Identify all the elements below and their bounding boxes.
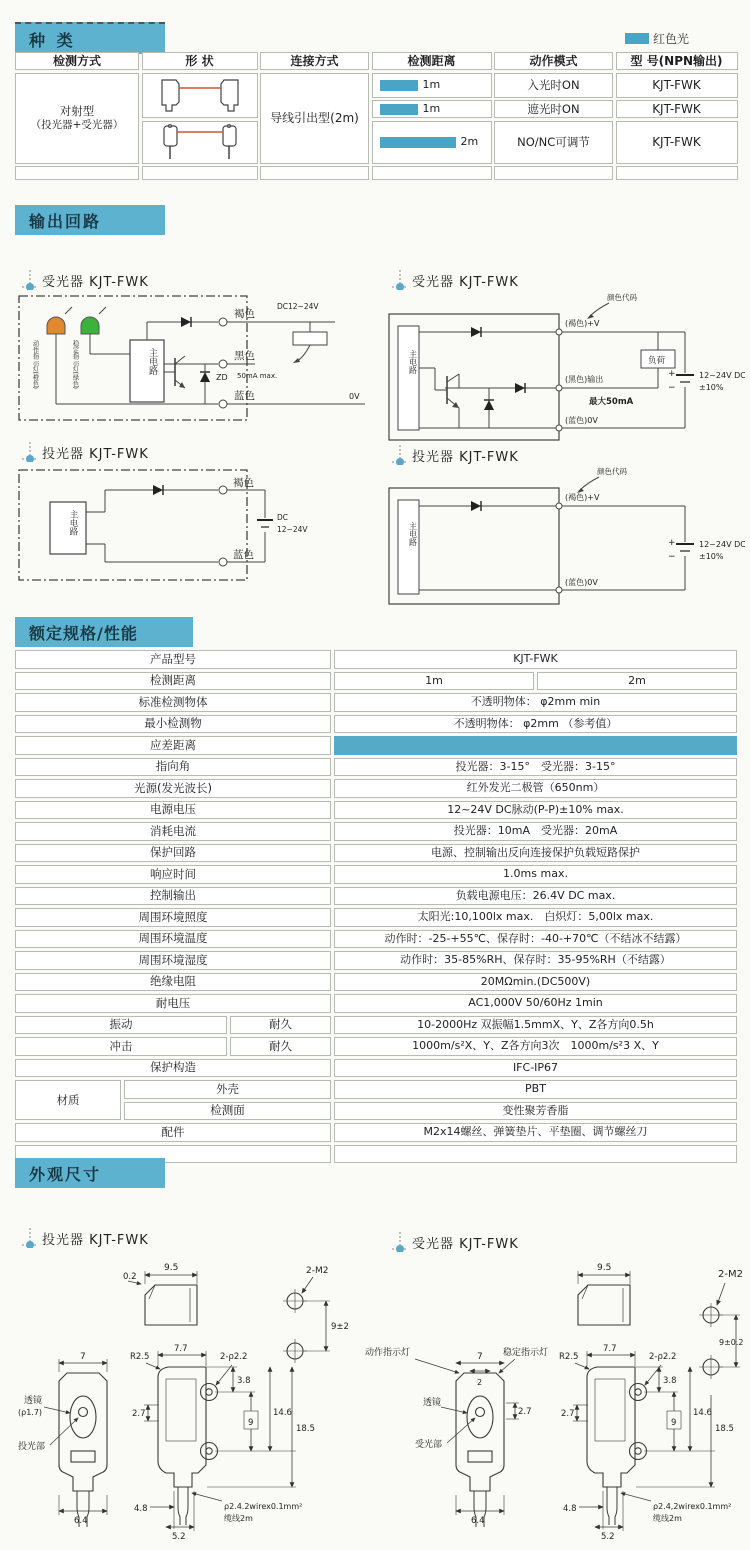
spec-row-material-face [124,1102,737,1121]
spec-value: 动作时：-25-+55℃、保存时：-40-+70℃（不结冰不结露） [334,930,737,949]
spec-label: 周围环境照度 [15,908,331,927]
spec-sublabel: 耐久 [230,1016,331,1035]
spec-label: 产品型号 [15,650,331,669]
action-indicator-label: 动作指示灯 [365,1348,411,1358]
circuit-diagram-emitter-connection [385,462,745,612]
led-orange-icon [47,317,65,334]
minus-sign: − [668,552,676,562]
spec-label: 冲击 [15,1037,227,1056]
types-empty-cell [372,166,492,180]
distance-bar [380,80,418,91]
dim-2-rho2-2: 2-ρ2.2 [220,1352,248,1362]
spec-row-direction-angle [15,758,737,777]
dim-2: 2 [477,1378,483,1387]
types-empty-cell [15,166,139,180]
circuit-title-label: 投光器 KJT-FWK [42,447,149,462]
spec-value: 1000m/s²X、Y、Z各方向3次 1000m/s²3 X、Y [334,1037,737,1056]
lens-label: 透镜 [423,1398,442,1408]
dim-4-8: 4.8 [134,1504,148,1514]
spec-row-light-source [15,779,737,798]
spec-value: 红外发光二极管（650nm） [334,779,737,798]
types-header-shape: 形 状 [142,52,258,70]
brown-plus-v-label: (褐色)+V [565,493,600,502]
spec-sublabel: 外壳 [124,1080,331,1099]
spec-value: 不透明物体： φ2mm （参考值） [334,715,737,734]
spec-value-highlight [334,736,737,755]
dim-9-5: 9.5 [597,1263,612,1273]
plus-sign: + [668,369,676,379]
circuit-diagram-emitter-internal [15,462,375,587]
spec-label: 最小检测物 [15,715,331,734]
types-header-mode: 动作模式 [494,52,613,70]
dim-2-rho2-2: 2-ρ2.2 [649,1352,677,1362]
section-title-types [15,22,165,54]
dim-2-7: 2.7 [132,1409,146,1419]
spec-value: 20MΩmin.(DC500V) [334,973,737,992]
dim-7: 7 [80,1352,86,1362]
spec-row-supply-voltage [15,801,737,820]
dim-14-6: 14.6 [693,1408,712,1418]
tolerance-label: ±10% [699,383,724,392]
stable-indicator-label: 稳定指示灯 [503,1348,549,1358]
spec-label-material: 材质 [15,1080,121,1120]
circuit-title-receiver-right [392,270,519,290]
spec-row-protection-circuit [15,844,737,863]
distance-label: 2m [460,135,479,149]
dimension-title-label: 投光器 KJT-FWK [42,1233,149,1248]
spec-label: 标准检测物体 [15,693,331,712]
distance-bar [380,137,456,148]
cable-spec-label: ρ2.4,2wirex0.1mm² [653,1502,732,1511]
spec-row-standard-object [15,693,737,712]
spec-value: 投光器：3-15° 受光器：3-15° [334,758,737,777]
receiver-part-label: 受光部 [415,1440,443,1450]
dim-9pm02: 9±0.2 [719,1338,744,1347]
legend-swatch-icon [625,33,649,44]
spec-sublabel: 检测面 [124,1102,331,1121]
dimension-title-label: 受光器 KJT-FWK [412,1237,519,1252]
dim-9: 9 [248,1418,254,1428]
circuit-receiver-internal [15,292,375,431]
dim-2-m2: 2-M2 [718,1269,743,1280]
section-marker-icon [392,270,408,290]
types-cell-model-1: KJT-FWK [616,73,738,98]
sensor-pair-cable-icon [148,122,252,162]
dim-5-2: 5.2 [172,1532,186,1542]
color-code-label: 颜色代码 [607,293,637,302]
section-title-types-label: 种 类 [29,30,76,50]
tolerance-label: ±10% [699,552,724,561]
circuit-diagram-receiver-internal [15,292,375,427]
blue-0v-label: (蓝色)0V [565,578,598,587]
distance-label: 1m [422,102,441,116]
spec-row-response-time [15,865,737,884]
dim-7: 7 [477,1352,483,1362]
types-cell-distance-2 [372,100,492,118]
spec-value: 太阳光:10,100lx max. 白炽灯：5,00lx max. [334,908,737,927]
spec-value-2m: 2m [537,672,737,691]
types-cell-model-3: KJT-FWK [616,121,738,164]
wire-blue-label: 蓝色 [233,549,254,561]
spec-label: 指向角 [15,758,331,777]
dimension-title-emitter [22,1228,149,1248]
spec-label: 响应时间 [15,865,331,884]
spec-value: AC1,000V 50/60Hz 1min [334,994,737,1013]
dc-supply-label: DC12~24V [277,302,319,311]
types-cell-shape-b [142,121,258,164]
section-title-specs-label: 额定规格/性能 [29,623,138,643]
spec-value: KJT-FWK [334,650,737,669]
dim-9: 9 [671,1418,677,1428]
brown-plus-v-label: (褐色)+V [565,319,600,328]
spec-label: 控制输出 [15,887,331,906]
legend-red-light [625,30,689,47]
dim-r2-5: R2.5 [130,1352,150,1362]
types-cell-distance-1 [372,73,492,98]
circuit-receiver-connection [385,288,745,452]
circuit-title-receiver-left [22,270,149,290]
dim-6-4: 6.4 [471,1516,485,1526]
detect-method-line1: 对射型 [59,104,95,119]
spec-label: 保护构造 [15,1059,331,1078]
types-empty-cell [260,166,369,180]
spec-row-hysteresis [15,736,737,755]
spec-label: 绝缘电阻 [15,973,331,992]
types-cell-mode-1: 入光时ON [494,73,613,98]
wire-brown-label: 褐色 [233,477,254,489]
dc-label: DC [277,513,289,522]
types-empty-cell [616,166,738,180]
spec-row-min-object [15,715,737,734]
dim-18-5: 18.5 [715,1424,734,1434]
types-header-method: 检测方式 [15,52,139,70]
supply-label: 12~24V DC [699,371,745,380]
circuit-title-emitter-left [22,442,149,462]
receiver-outline-drawing [363,1255,748,1550]
dim-9-5: 9.5 [164,1263,179,1273]
main-circuit-label: 主电路 [68,510,78,536]
types-cell-connection: 导线引出型(2m) [260,73,369,164]
detect-method-line2: （投光器+受光器） [30,118,124,131]
section-title-dimensions-label: 外观尺寸 [29,1164,102,1184]
spec-row-ambient-humidity [15,951,737,970]
spec-row-control-output [15,887,737,906]
minus-sign: − [668,383,676,393]
supply2-label: 12~24V [277,525,308,534]
spec-value: 12~24V DC脉动(P-P)±10% max. [334,801,737,820]
color-code-label: 颜色代码 [597,467,627,476]
legend-label: 红色光 [653,32,690,46]
spec-label: 光源(发光波长) [15,779,331,798]
spec-row-accessories [15,1123,737,1142]
zd-label: ZD [216,373,228,382]
types-cell-mode-2: 遮光时ON [494,100,613,118]
spec-value: 负载电源电压：26.4V DC max. [334,887,737,906]
types-header-model: 型 号(NPN输出) [616,52,738,70]
section-marker-icon [22,1228,38,1248]
wire-blue-label: 蓝色 [234,390,255,402]
current-max-label: 50mA max. [237,372,278,380]
section-marker-icon [392,1232,408,1252]
spec-value [334,1145,737,1164]
spec-value-1m: 1m [334,672,534,691]
section-title-specs [15,617,193,647]
spec-row-withstand-voltage [15,994,737,1013]
section-marker-icon [22,442,38,462]
spec-label: 消耗电流 [15,822,331,841]
dim-3-8: 3.8 [663,1376,677,1386]
spec-row-material-case [124,1080,737,1099]
main-circuit-label: 主电路 [408,350,418,374]
spec-value: 变性聚芳香脂 [334,1102,737,1121]
max-50ma-label: 最大50mA [589,397,634,407]
spec-label: 保护回路 [15,844,331,863]
circuit-diagram-receiver-connection [385,288,745,448]
spec-value: PBT [334,1080,737,1099]
section-marker-icon [22,270,38,290]
spec-value: 投光器：10mA 受光器：20mA [334,822,737,841]
lens-label: 透镜 [24,1396,43,1406]
plus-sign: + [668,538,676,548]
spec-row-ambient-temp [15,930,737,949]
load-label: 负荷 [648,356,666,366]
dim-18-5: 18.5 [296,1424,315,1434]
spec-row-protection-structure [15,1059,737,1078]
spec-row-shock [15,1037,737,1056]
sensor-pair-icon [148,75,252,115]
wire-black-label: 黑色 [234,350,255,362]
dim-2-m2: 2-M2 [306,1266,329,1276]
types-cell-distance-3 [372,121,492,164]
spec-row-model [15,650,737,669]
types-empty-cell [494,166,613,180]
section-title-dimensions [15,1158,165,1188]
zero-volt-label: 0V [349,392,360,401]
led-stable-label: 稳定指示灯(绿色) [71,340,79,390]
circuit-title-label: 受光器 KJT-FWK [412,275,519,290]
dim-5-2: 5.2 [601,1532,615,1542]
dim-r2-5: R2.5 [559,1352,579,1362]
cable-spec-label: ρ2.4.2wirex0.1mm² [224,1502,303,1511]
spec-row-distance [15,672,737,691]
spec-value: M2x14螺丝、弹簧垫片、平垫圈、调节螺丝刀 [334,1123,737,1142]
spec-row-current-consumption [15,822,737,841]
led-green-icon [81,317,99,334]
section-title-output-label: 输出回路 [29,211,102,231]
spec-label: 检测距离 [15,672,331,691]
types-header-connection: 连接方式 [260,52,369,70]
types-cell-mode-3: NO/NC可调节 [494,121,613,164]
spec-row-vibration [15,1016,737,1035]
section-title-output-circuit [15,205,165,235]
blue-0v-label: (蓝色)0V [565,416,598,425]
spec-label: 振动 [15,1016,227,1035]
spec-value: 动作时：35-85%RH、保存时：35-95%RH（不结露） [334,951,737,970]
distance-bar [380,104,418,115]
supply-label: 12~24V DC [699,540,745,549]
emitter-part-label: 投光部 [18,1442,46,1452]
types-cell-method [15,73,139,164]
types-cell-shape-a [142,73,258,119]
dimension-title-receiver [392,1232,519,1252]
dim-9pm2: 9±2 [331,1322,349,1332]
spec-label: 周围环境湿度 [15,951,331,970]
spec-label: 周围环境温度 [15,930,331,949]
specs-table [15,650,737,1163]
dim-0-2: 0.2 [123,1272,137,1282]
led-action-label: 动作指示灯(橙色) [31,340,39,390]
dim-4-8: 4.8 [563,1504,577,1514]
dimension-drawing-emitter [8,1255,363,1550]
types-cell-model-2: KJT-FWK [616,100,738,118]
lens-diameter-label: (ρ1.7) [18,1408,43,1417]
types-empty-cell [142,166,258,180]
spec-value: 1.0ms max. [334,865,737,884]
types-header-distance: 检测距离 [372,52,492,70]
wire-brown-label: 褐色 [234,308,255,320]
types-table [15,52,737,180]
circuit-emitter-internal [15,462,375,591]
dim-14-6: 14.6 [273,1408,292,1418]
load-resistor [293,332,327,345]
spec-value: 不透明物体： φ2mm min [334,693,737,712]
spec-row-insulation [15,973,737,992]
spec-sublabel: 耐久 [230,1037,331,1056]
spec-label: 配件 [15,1123,331,1142]
dim-7-7: 7.7 [174,1344,188,1354]
dimension-drawing-receiver [363,1255,748,1550]
spec-row-material-group [15,1080,737,1120]
spec-label: 电源电压 [15,801,331,820]
dim-2-7-side: 2.7 [561,1409,575,1419]
circuit-emitter-connection [385,462,745,616]
circuit-title-label: 受光器 KJT-FWK [42,275,149,290]
emitter-outline-drawing [8,1255,363,1550]
spec-label: 耐电压 [15,994,331,1013]
dim-7-7: 7.7 [603,1344,617,1354]
main-circuit-label: 主电路 [408,522,418,546]
distance-label: 1m [422,78,441,92]
dim-2-7-front: 2.7 [518,1407,532,1417]
cable-length-label: 缆线2m [653,1514,682,1523]
spec-label: 应差距离 [15,736,331,755]
spec-value: 10-2000Hz 双振幅1.5mmX、Y、Z各方向0.5h [334,1016,737,1035]
spec-row-ambient-light [15,908,737,927]
black-output-label: (黑色)输出 [565,375,604,384]
spec-value: IFC-IP67 [334,1059,737,1078]
spec-value: 电源、控制输出反向连接保护负载短路保护 [334,844,737,863]
circuit-title-label: 投光器 KJT-FWK [412,450,519,465]
cable-length-label: 缆线2m [224,1514,253,1523]
dim-6-4: 6.4 [74,1516,88,1526]
dim-3-8: 3.8 [237,1376,251,1386]
main-circuit-label: 主电路 [147,348,157,375]
